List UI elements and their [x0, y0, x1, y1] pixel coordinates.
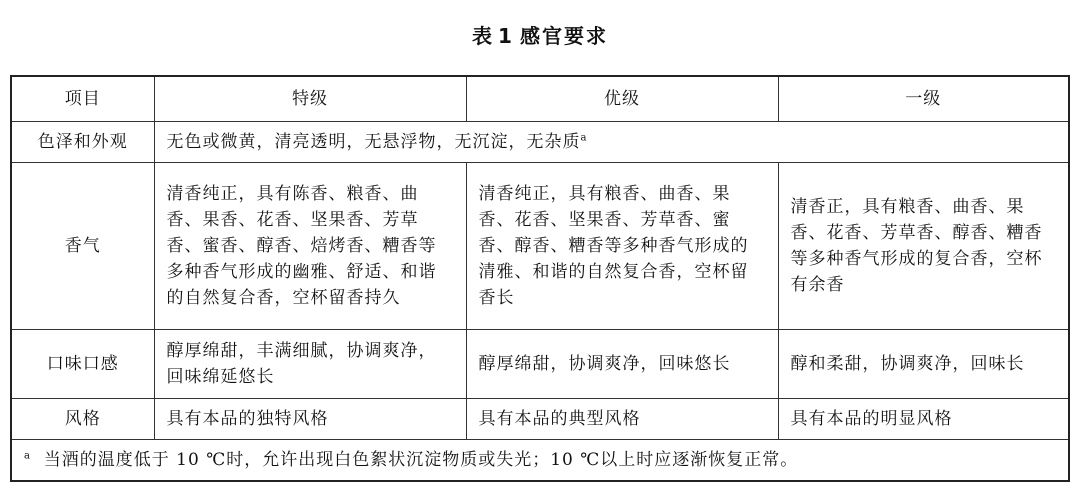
header-special-grade: 特级: [154, 76, 466, 122]
table-row-color: [11, 122, 1069, 163]
row-label-color: 色泽和外观: [11, 122, 154, 163]
table-row-style: [11, 399, 1069, 440]
aroma-special: 清香纯正，具有陈香、粮香、曲香、果香、花香、坚果香、芳草香、蜜香、醇香、焙烤香、糟香等多种香气形成的幽雅、舒适、和谐的自然复合香，空杯留香持久: [154, 163, 466, 330]
sensory-requirements-table: [10, 75, 1070, 482]
table-title-number: 1: [498, 24, 514, 48]
style-superior: 具有本品的典型风格: [466, 399, 778, 440]
taste-first: 醇和柔甜，协调爽净，回味长: [778, 330, 1069, 399]
table-row-aroma: [11, 163, 1069, 330]
table-title-label: 表: [472, 24, 495, 48]
style-special: 具有本品的独特风格: [154, 399, 466, 440]
header-item: 项目: [11, 76, 154, 122]
table-title: [0, 20, 1080, 49]
table-row-taste: [11, 330, 1069, 399]
footnote-mark: a: [24, 450, 31, 462]
footnote-text: 当酒的温度低于 10 ℃时，允许出现白色絮状沉淀物质或失光；10 ℃以上时应逐渐恢复正常。: [43, 450, 799, 470]
table-footnote: [11, 440, 1069, 482]
color-requirement-text: 无色或微黄，清亮透明，无悬浮物，无沉淀，无杂质: [166, 132, 581, 152]
taste-special: 醇厚绵甜，丰满细腻，协调爽净，回味绵延悠长: [154, 330, 466, 399]
color-requirement: [154, 122, 1069, 163]
header-first-grade: 一级: [778, 76, 1069, 122]
row-label-taste: 口味口感: [11, 330, 154, 399]
table-footnote-row: [11, 440, 1069, 482]
style-first: 具有本品的明显风格: [778, 399, 1069, 440]
aroma-superior: 清香纯正，具有粮香、曲香、果香、花香、坚果香、芳草香、蜜香、醇香、糟香等多种香气形成的清雅、和谐的自然复合香，空杯留香长: [466, 163, 778, 330]
aroma-first: 清香正，具有粮香、曲香、果香、花香、芳草香、醇香、糟香等多种香气形成的复合香，空杯有余香: [778, 163, 1069, 330]
taste-superior: 醇厚绵甜，协调爽净，回味悠长: [466, 330, 778, 399]
table-title-name: 感官要求: [519, 24, 608, 48]
row-label-style: 风格: [11, 399, 154, 440]
footnote-ref: a: [580, 132, 588, 144]
table-header-row: [11, 76, 1069, 122]
header-superior-grade: 优级: [466, 76, 778, 122]
row-label-aroma: 香气: [11, 163, 154, 330]
